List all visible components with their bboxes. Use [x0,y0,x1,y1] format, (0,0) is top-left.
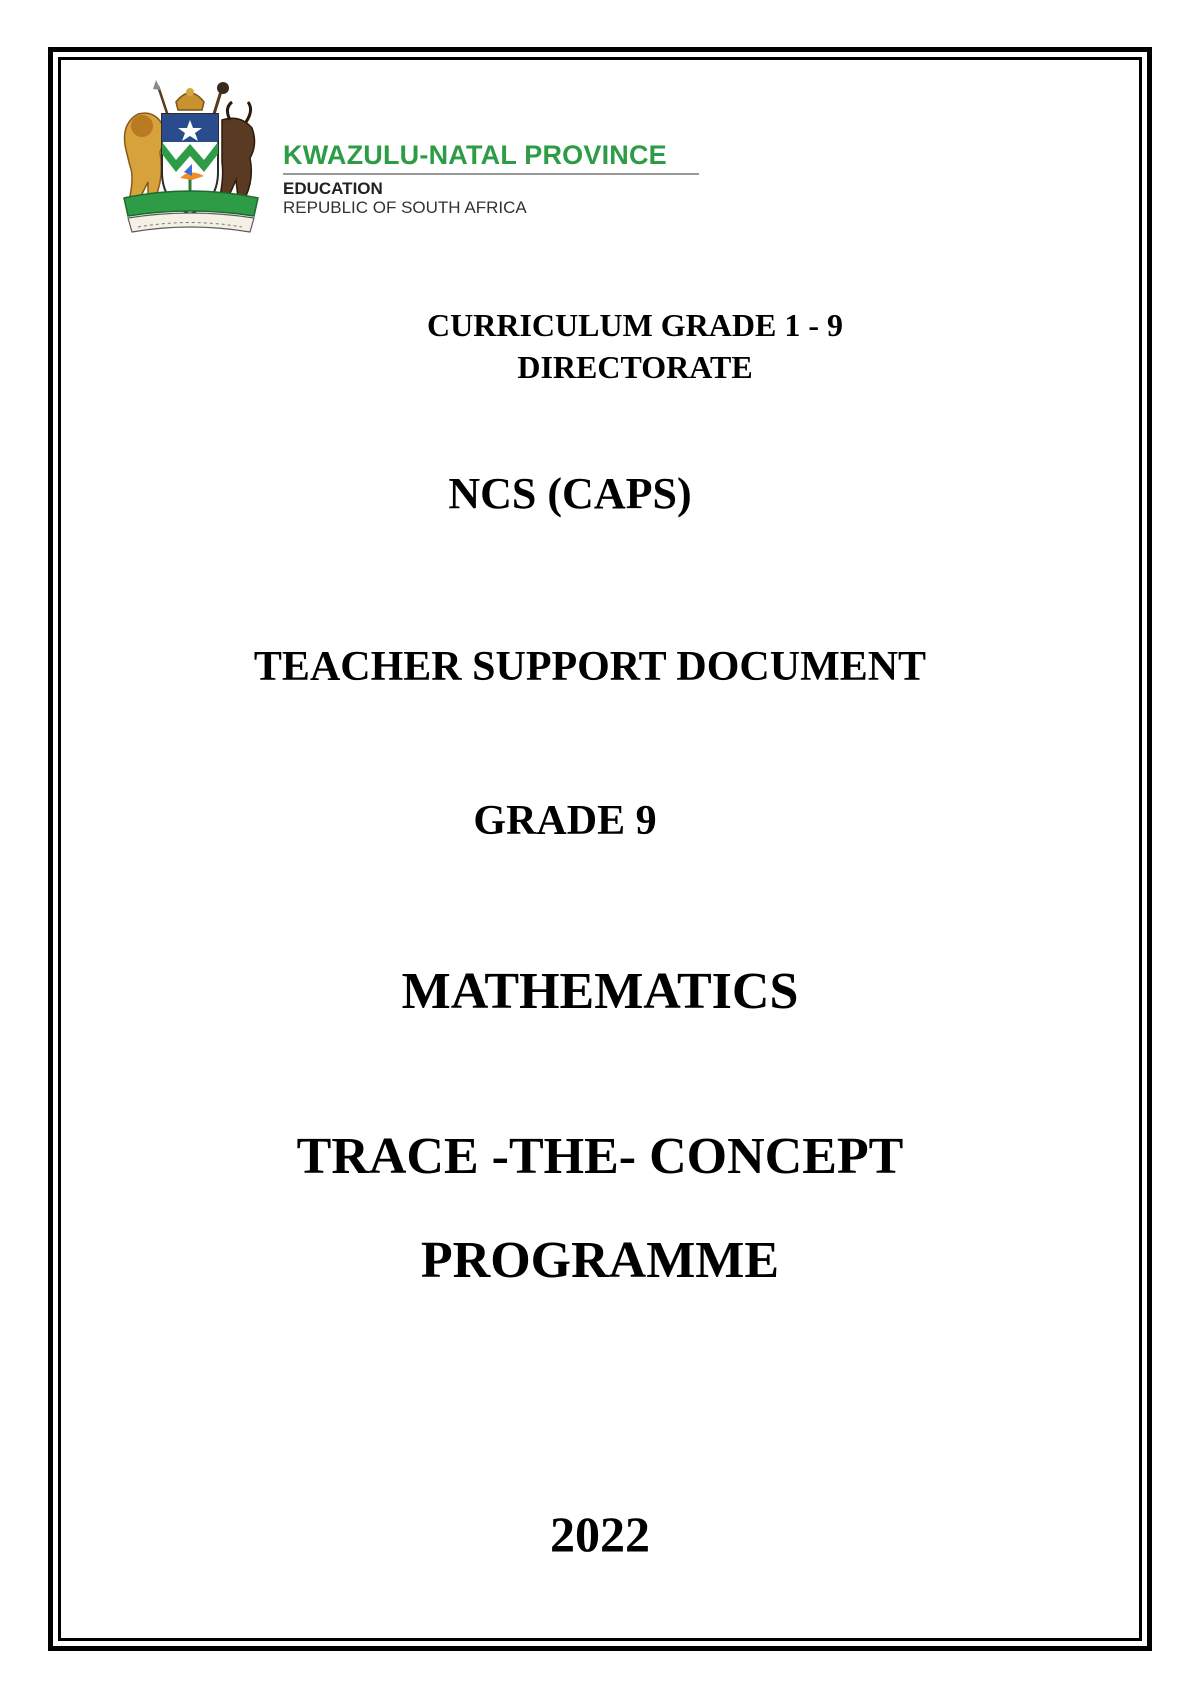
programme-title [200,1105,1000,1313]
curriculum-title: NCS (CAPS) [448,469,692,518]
programme-line-2: PROGRAMME [420,1232,780,1289]
directorate-line-2: DIRECTORATE [517,349,753,385]
coat-of-arms-icon [118,80,263,238]
directorate-heading [380,304,890,388]
document-year: 2022 [550,1506,650,1562]
department-branding [283,140,703,217]
branding-divider [283,173,699,175]
subject-title: MATHEMATICS [401,963,799,1020]
directorate-line-1: CURRICULUM GRADE 1 - 9 [427,307,843,343]
page-border-inner [58,57,1142,1641]
grade-title: GRADE 9 [473,798,657,844]
country-name: REPUBLIC OF SOUTH AFRICA [283,198,527,217]
department-name: EDUCATION [283,179,383,198]
programme-line-1: TRACE -THE- CONCEPT [296,1128,904,1185]
province-name: KWAZULU-NATAL PROVINCE [283,140,667,170]
document-type-title: TEACHER SUPPORT DOCUMENT [253,644,927,690]
